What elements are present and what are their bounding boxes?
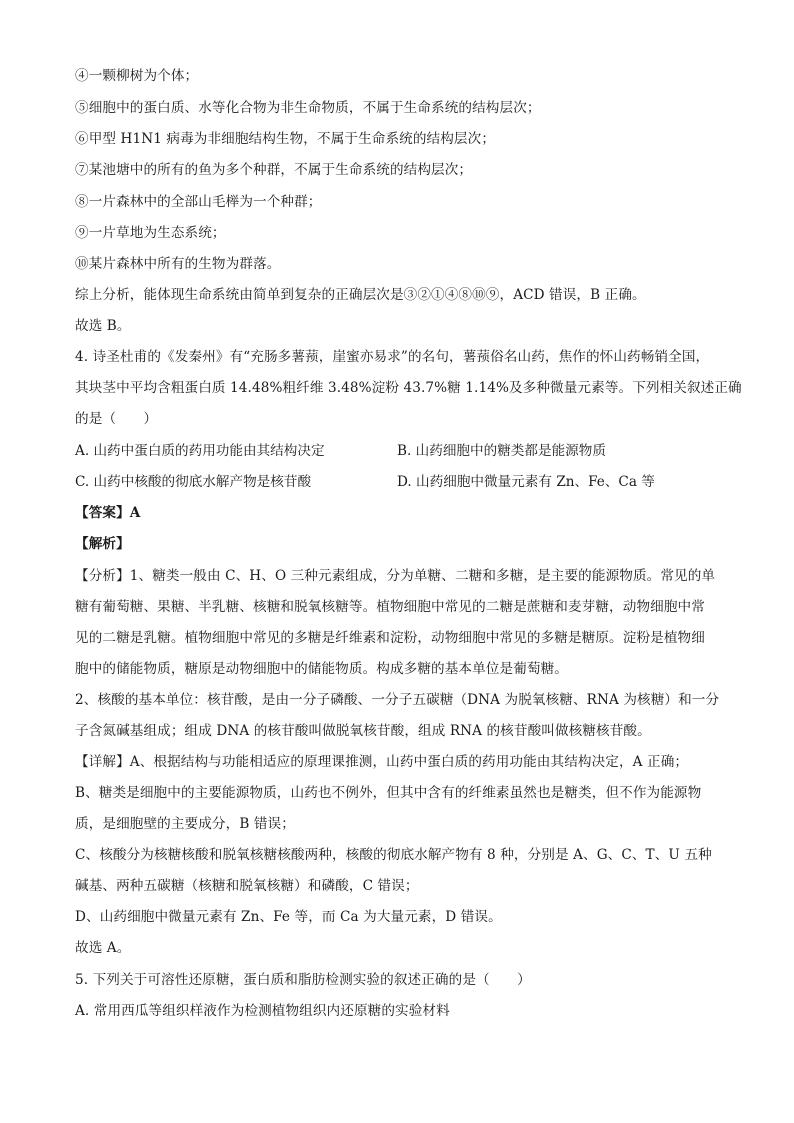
option-a: A. 山药中蛋白质的药用功能由其结构决定 <box>75 443 325 459</box>
analysis-line: D、山药细胞中微量元素有 Zn、Fe 等，而 Ca 为大量元素，D 错误。 <box>75 909 502 925</box>
analysis-heading: 【解析】 <box>75 536 130 552</box>
option-b: B. 山药细胞中的糖类都是能源物质 <box>397 443 606 459</box>
analysis-line: 胞中的储能物质，糖原是动物细胞中的储能物质。构成多糖的基本单位是葡萄糖。 <box>75 661 568 677</box>
text-line: ⑨一片草地为生态系统； <box>75 225 226 241</box>
text-line: ⑦某池塘中的所有的鱼为多个种群，不属于生命系统的结构层次； <box>75 162 473 178</box>
analysis-line: 质，是细胞壁的主要成分，B 错误； <box>75 816 295 832</box>
option-c: C. 山药中核酸的彻底水解产物是核苷酸 <box>75 474 312 490</box>
question-4-line-3: 的是（ ） <box>75 411 158 427</box>
analysis-line: 糖有葡萄糖、果糖、半乳糖、核糖和脱氧核糖等。植物细胞中常见的二糖是蔗糖和麦芽糖，动物细胞中常 <box>75 599 705 615</box>
text-line: ⑧一片森林中的全部山毛榉为一个种群； <box>75 194 322 210</box>
option-a: A. 常用西瓜等组织样液作为检测植物组织内还原糖的实验材料 <box>75 1003 450 1019</box>
analysis-line: 碱基、两种五碳糖（核糖和脱氧核糖）和磷酸，C 错误； <box>75 878 419 894</box>
text-line: 综上分析，能体现生命系统由简单到复杂的正确层次是③②①④⑧⑩⑨，ACD 错误，B 正确。 <box>75 287 646 303</box>
text-line: ⑩某片森林中所有的生物为群落。 <box>75 256 281 272</box>
analysis-line: 【分析】1、糖类一般由 C、H、O 三种元素组成，分为单糖、二糖和多糖，是主要的能源物质。常见的单 <box>75 568 716 584</box>
text-line: ⑥甲型 H1N1 病毒为非细胞结构生物，不属于生命系统的结构层次； <box>75 131 496 147</box>
option-d: D. 山药细胞中微量元素有 Zn、Fe、Ca 等 <box>397 474 655 490</box>
analysis-line: 子含氮碱基组成；组成 DNA 的核苷酸叫做脱氧核苷酸，组成 RNA 的核苷酸叫做核糖核苷酸。 <box>75 723 651 739</box>
question-5-stem: 5. 下列关于可溶性还原糖，蛋白质和脂肪检测实验的叙述正确的是（ ） <box>75 972 531 988</box>
text-line: ⑤细胞中的蛋白质、水等化合物为非生命物质，不属于生命系统的结构层次； <box>75 100 541 116</box>
analysis-line: C、核酸分为核糖核酸和脱氧核糖核酸两种，核酸的彻底水解产物有 8 种，分别是 A、G、C、T、U 五种 <box>75 847 712 863</box>
question-4-line-2: 其块茎中平均含粗蛋白质 14.48%粗纤维 3.48%淀粉 43.7%糖 1.14%及多种微量元素等。下列相关叙述正确 <box>75 380 742 396</box>
question-4-line-1: 4. 诗圣杜甫的《发秦州》有“充肠多薯蓣，崖蜜亦易求”的名句，薯蓣俗名山药，焦作的怀山药畅销全国， <box>75 349 710 365</box>
analysis-line: 2、核酸的基本单位：核苷酸，是由一分子磷酸、一分子五碳糖（DNA 为脱氧核糖、RNA 为核糖）和一分 <box>75 692 720 708</box>
analysis-line: B、糖类是细胞中的主要能源物质，山药也不例外，但其中含有的纤维素虽然也是糖类，但不作为能源物 <box>75 785 702 801</box>
analysis-line: 故选 A。 <box>75 940 131 956</box>
text-line: 故选 B。 <box>75 318 131 334</box>
analysis-line: 见的二糖是乳糖。植物细胞中常见的多糖是纤维素和淀粉，动物细胞中常见的多糖是糖原。淀粉是植物细 <box>75 630 705 646</box>
analysis-line: 【详解】A、根据结构与功能相适应的原理课推测，山药中蛋白质的药用功能由其结构决定，A 正确； <box>75 754 689 770</box>
answer-line: 【答案】A <box>75 505 141 521</box>
text-line: ④一颗柳树为个体； <box>75 68 199 84</box>
